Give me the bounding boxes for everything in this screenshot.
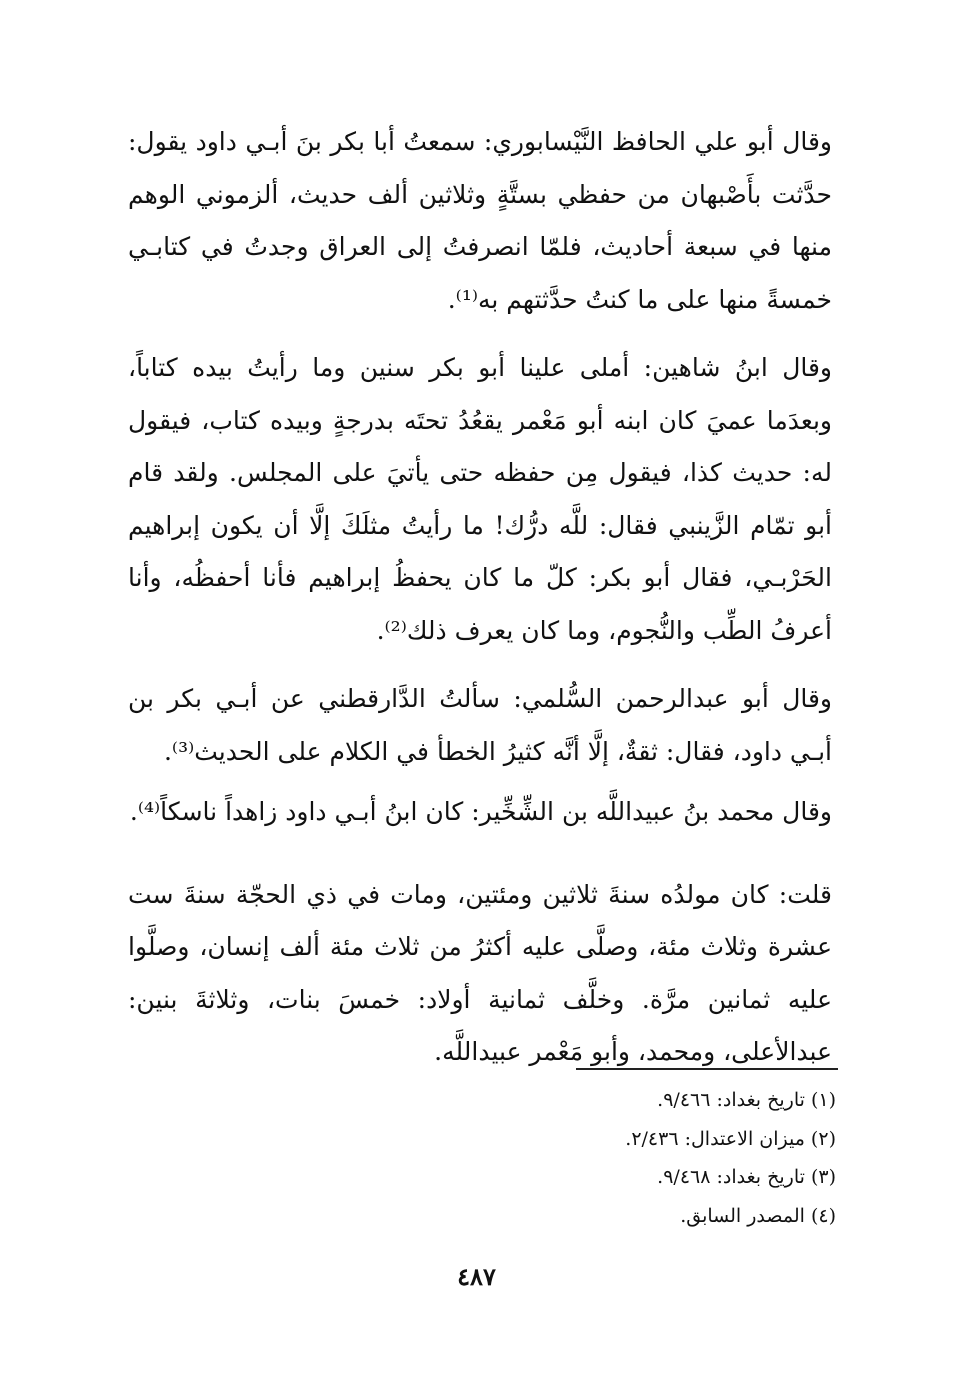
paragraph-3: وقال أبو عبدالرحمن السُّلمي: سألتُ الدَّارقطني عن أبـي بكر بن أبـي داود، فقال: ثقةٌ، إلَّا أنَّه كثيرُ الخطأ في الكلام على الحديث⁽³⁾.: [128, 684, 832, 766]
paragraph-1: وقال أبو علي الحافظ النَّيْسابوري: سمعتُ أبا بكر بنَ أبـي داود يقول: حدَّثت بأَصْبهان من حفظي بستَّةٍ وثلاثين ألف حديث، ألزموني الوهم منها في سبعة أحاديث، فلمّا انصرفتُ إلى العراق وجدتُ في كتابـي خمسةً منها على ما كنتُ حدَّثتهم به⁽¹⁾.: [128, 127, 832, 314]
footnote-1: (١) تاريخ بغداد: ٩/٤٦٦.: [657, 1089, 836, 1111]
footnote-3: (٣) تاريخ بغداد: ٩/٤٦٨.: [657, 1166, 836, 1188]
footnote-2: (٢) ميزان الاعتدال: ٢/٤٣٦.: [625, 1127, 836, 1150]
footnote-4: (٤) المصدر السابق.: [680, 1204, 836, 1227]
main-text: [128, 116, 832, 1079]
paragraph-2: وقال ابنُ شاهين: أملى علينا أبو بكر سنين وما رأيتُ بيده كتاباً، وبعدَما عميَ كان ابنه أبو مَعْمر يقعُدُ تحتَه بدرجةٍ وبيده كتاب، فيقول له: حديث كذا، فيقول مِن حفظه حتى يأتيَ على المجلس. ولقد قام أبو تمّام الزَّينبي فقال: للَّه درُّك! ما رأيتُ مثلَكَ إلَّا أن يكون إبراهيم الحَرْبـي، فقال أبو بكر: كلّ ما كان يحفظُ إبراهيم فأنا أحفظُه، وأنا أعرفُ الطِّب والنُّجوم، وما كان يعرف ذلك⁽²⁾.: [128, 353, 832, 645]
footnotes: [300, 1081, 836, 1235]
paragraph-4: وقال محمد بنُ عبيداللَّه بن الشِّخِّير: كان ابنُ أبـي داود زاهداً ناسكاً⁽⁴⁾.: [129, 797, 832, 826]
page-number: ٤٨٧: [457, 1262, 496, 1291]
paragraph-5: قلت: كان مولدُه سنةَ ثلاثين ومئتين، ومات في ذي الحجّة سنةَ ست عشرة وثلاث مئة، وصلَّى عليه أكثرُ من ثلاث مئة ألف إنسان، وصلَّوا عليه ثمانين مرَّة. وخلَّف ثمانية أولاد: خمسَ بنات، وثلاثةَ بنين: عبدالأعلى، ومحمد، وأبو مَعْمر عبيداللَّه.: [128, 879, 832, 1066]
footnote-separator: [576, 1068, 838, 1070]
